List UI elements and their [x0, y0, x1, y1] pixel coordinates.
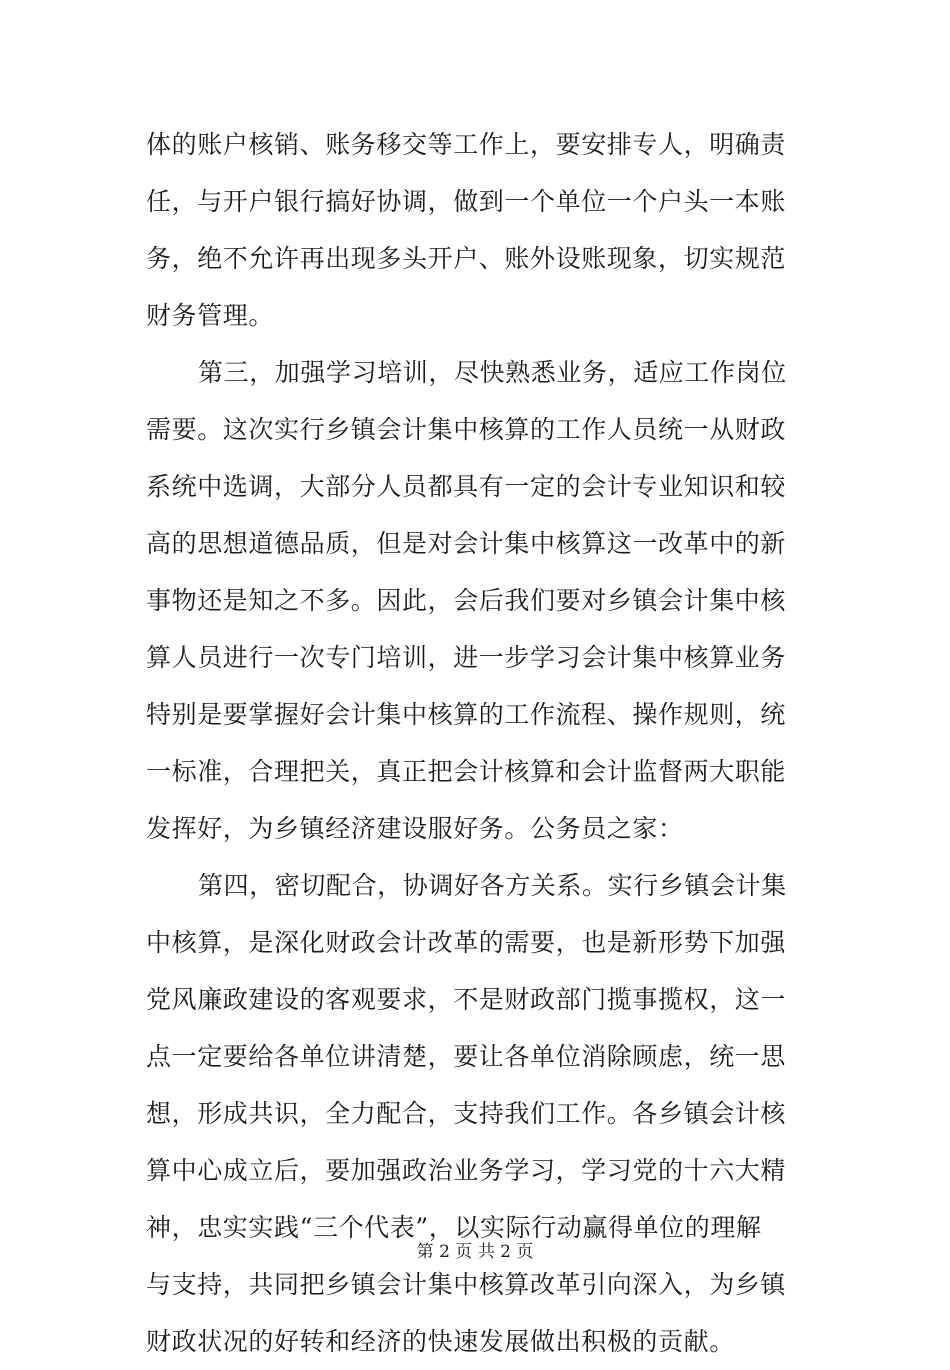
- text-line: 财政状况的好转和经济的快速发展做出积极的贡献。: [146, 1327, 735, 1356]
- page-footer: 第 2 页 共 2 页: [416, 1242, 534, 1262]
- text-line: 点一定要给各单位讲清楚，要让各单位消除顾虑，统一思: [146, 1042, 787, 1071]
- text-line: 发挥好，为乡镇经济建设服好务。公务员之家：: [146, 814, 684, 843]
- text-line: 高的思想道德品质，但是对会计集中核算这一改革中的新: [146, 529, 787, 558]
- text-line: 财务管理。: [146, 301, 275, 330]
- text-line: 需要。这次实行乡镇会计集中核算的工作人员统一从财政: [146, 415, 787, 444]
- text-line: 想，形成共识，全力配合，支持我们工作。各乡镇会计核: [146, 1099, 787, 1128]
- text-line: 特别是要掌握好会计集中核算的工作流程、操作规则，统: [146, 700, 787, 729]
- text-line: 算中心成立后，要加强政治业务学习，学习党的十六大精: [146, 1156, 787, 1185]
- text-line: 算人员进行一次专门培训，进一步学习会计集中核算业务: [146, 643, 787, 672]
- text-line: 一标准，合理把关，真正把会计核算和会计监督两大职能: [146, 757, 787, 786]
- text-line: 第三，加强学习培训，尽快熟悉业务，适应工作岗位: [198, 358, 787, 387]
- text-line: 神，忠实实践“三个代表”，以实际行动赢得单位的理解: [146, 1213, 762, 1242]
- text-line: 与支持，共同把乡镇会计集中核算改革引向深入，为乡镇: [146, 1270, 787, 1299]
- text-line: 第四，密切配合，协调好各方关系。实行乡镇会计集: [198, 871, 787, 900]
- text-line: 事物还是知之不多。因此，会后我们要对乡镇会计集中核: [146, 586, 787, 615]
- text-line: 务，绝不允许再出现多头开户、账外设账现象，切实规范: [146, 244, 787, 273]
- text-line: 体的账户核销、账务移交等工作上，要安排专人，明确责: [146, 130, 787, 159]
- body-text: [146, 116, 810, 1370]
- text-line: 任，与开户银行搞好协调，做到一个单位一个户头一本账: [146, 187, 787, 216]
- text-line: 系统中选调，大部分人员都具有一定的会计专业知识和较: [146, 472, 787, 501]
- text-line: 党风廉政建设的客观要求，不是财政部门揽事揽权，这一: [146, 985, 787, 1014]
- text-line: 中核算，是深化财政会计改革的需要，也是新形势下加强: [146, 928, 787, 957]
